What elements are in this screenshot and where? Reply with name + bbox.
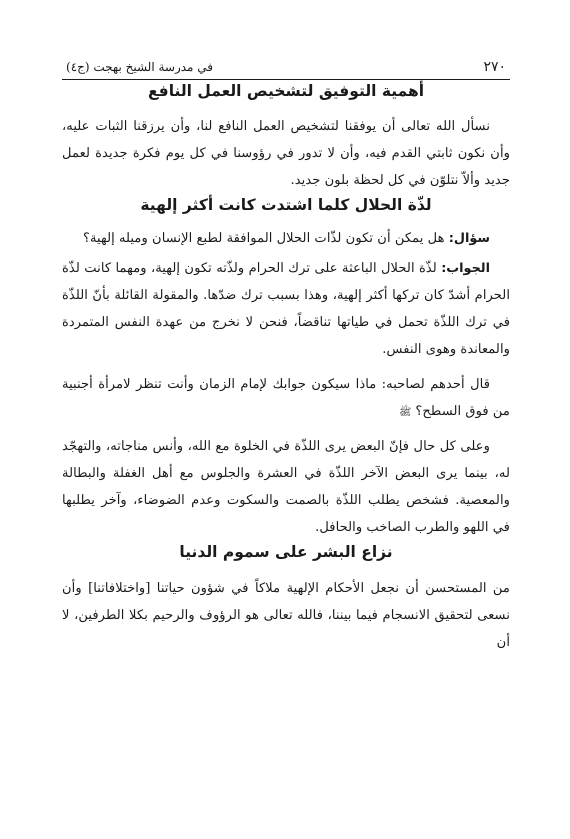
- honorific-glyph: ﷺ: [399, 407, 412, 418]
- section-heading-2: لذّة الحلال كلما اشتدت كانت أكثر إلهية: [140, 196, 432, 214]
- page: [62, 58, 510, 656]
- question-paragraph: [62, 225, 510, 252]
- paragraph: وعلى كل حال فإنّ البعض يرى اللذّة في الخلوة مع الله، وأنس مناجاته، والتهجّد له، بينما يرى البعض الآخر اللذّة في العشرة والجلوس مع أهل الغفلة والبطالة والمعصية. فشخص يطلب اللذّة بالصمت والسكوت وعدم الضوضاء، وآخر يطلبها في اللهو والطرب الصاخب والحافل.: [62, 439, 510, 535]
- question-label: سؤال:: [448, 231, 490, 246]
- question-text: هل يمكن أن تكون لذّات الحلال الموافقة لطبع الإنسان وميله إلهية؟: [82, 231, 445, 246]
- paragraph: من المستحسن أن نجعل الأحكام الإلهية ملاكاً في شؤون حياتنا [واختلافاتنا] وأن نسعى لتحقيق الانسجام فيما بيننا، فالله تعالى هو الرؤوف والرحيم بكلا الطرفين، لا أن: [62, 581, 510, 650]
- answer-paragraph: [62, 255, 510, 363]
- section-heading-1: أهمية التوفيق لتشخيص العمل النافع: [147, 82, 425, 100]
- answer-text: لذّة الحلال الباعثة على ترك الحرام ولذّته تكون إلهية، ومهما كانت لذّة الحرام أشدّ كان تركها أكثر إلهية، وهذا بسبب ترك ضدّها. والمقولة القائلة بأنّ اللذّة في ترك اللذّة تحمل في طياتها تناقضاً، فنحن لا نخرج من عهدة النفس المتمردة والمعاندة وهوى النفس.: [62, 261, 510, 357]
- story-text: قال أحدهم لصاحبه: ماذا سيكون جوابك لإمام الزمان وأنت تنظر لامرأة أجنبية من فوق السطح؟: [62, 377, 510, 419]
- page-number: ٢٧٠: [483, 59, 506, 75]
- answer-label: الجواب:: [441, 261, 490, 276]
- running-header: [62, 58, 510, 80]
- section-heading-3: نزاع البشر على سموم الدنيا: [179, 543, 393, 561]
- book-title: في مدرسة الشيخ بهجت (ج٤): [66, 60, 214, 74]
- story-paragraph: [62, 371, 510, 426]
- paragraph: نسأل الله تعالى أن يوفقنا لتشخيص العمل النافع لنا، وأن يرزقنا الثبات عليه، وأن نكون ثابتي القدم فيه، وأن لا تدور في رؤوسنا في كل يوم فكرة جديدة لعمل جديد وألاّ نتلوّن في كل لحظة بلون جديد.: [62, 119, 510, 188]
